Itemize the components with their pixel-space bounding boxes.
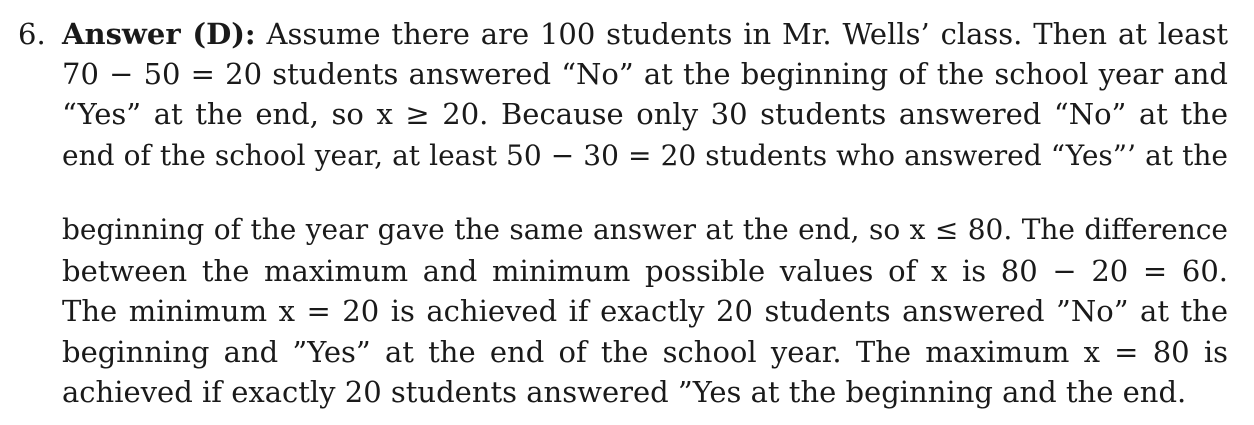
solution-line-7: The minimum x = 20 is achieved if exactly 20 students answered ”No” at the	[62, 294, 1228, 328]
solution-line-5: beginning of the year gave the same answer at the end, so x ≤ 80. The difference	[62, 213, 1228, 246]
solution-line-3: “Yes” at the end, so x ≥ 20. Because only 30 students answered “No” at the	[62, 97, 1228, 131]
solution-line-1	[62, 14, 1228, 54]
solution-line-8: beginning and ”Yes” at the end of the school year. The maximum x = 80 is	[62, 335, 1228, 369]
solution-line-2: 70 − 50 = 20 students answered “No” at the beginning of the school year and	[62, 57, 1228, 91]
solution-line-9: achieved if exactly 20 students answered ”Yes at the beginning and the end.	[62, 375, 1187, 409]
problem-number: 6.	[18, 17, 46, 51]
answer-label: Answer (D):	[62, 17, 256, 51]
solution-line-6: between the maximum and minimum possible values of x is 80 − 20 = 60.	[62, 254, 1228, 288]
solution-line-4: end of the school year, at least 50 − 30 = 20 students who answered “Yes”’ at the	[62, 139, 1228, 172]
solution-line-1-text: Assume there are 100 students in Mr. Wells’ class. Then at least	[266, 17, 1229, 51]
